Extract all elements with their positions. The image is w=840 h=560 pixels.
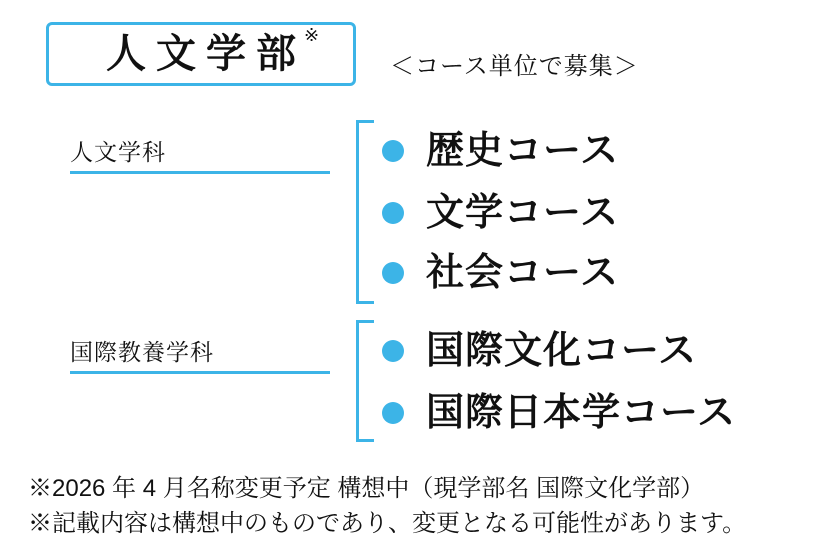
department-bracket-2 [356, 320, 374, 442]
bullet-icon [382, 140, 404, 162]
department-block-1 [0, 112, 840, 304]
faculty-subtitle: ＜コース単位で募集＞ [390, 53, 639, 80]
course-name-2-1: 国際文化コース [426, 330, 698, 372]
faculty-header [0, 18, 840, 94]
bullet-icon [382, 340, 404, 362]
bullet-icon [382, 202, 404, 224]
course-item-2-1 [382, 320, 697, 382]
department-underline-1 [70, 171, 330, 174]
course-name-1-2: 文学コース [426, 192, 620, 234]
course-item-2-2 [382, 382, 736, 444]
department-label-wrap-2 [70, 334, 340, 374]
footnotes [28, 472, 828, 542]
course-item-1-2 [382, 182, 619, 244]
department-label-2: 国際教養学科 [70, 339, 214, 365]
department-underline-2 [70, 371, 330, 374]
department-bracket-1 [356, 120, 374, 304]
faculty-asterisk-mark: ※ [304, 25, 320, 45]
course-name-1-1: 歴史コース [426, 130, 620, 172]
department-label-wrap-1 [70, 134, 340, 174]
bullet-icon [382, 262, 404, 284]
bullet-icon [382, 402, 404, 424]
department-block-2 [0, 312, 840, 442]
course-item-1-3 [382, 242, 619, 304]
department-label-1: 人文学科 [70, 139, 166, 165]
course-name-2-2: 国際日本学コース [426, 392, 737, 434]
course-name-1-3: 社会コース [426, 252, 620, 294]
footnote-1: ※2026 年 4 月名称変更予定 構想中（現学部名 国際文化学部） [28, 475, 705, 502]
footnote-2: ※記載内容は構想中のものであり、変更となる可能性があります。 [28, 509, 747, 537]
course-item-1-1 [382, 120, 619, 182]
faculty-name: 人文学部 [106, 32, 306, 76]
